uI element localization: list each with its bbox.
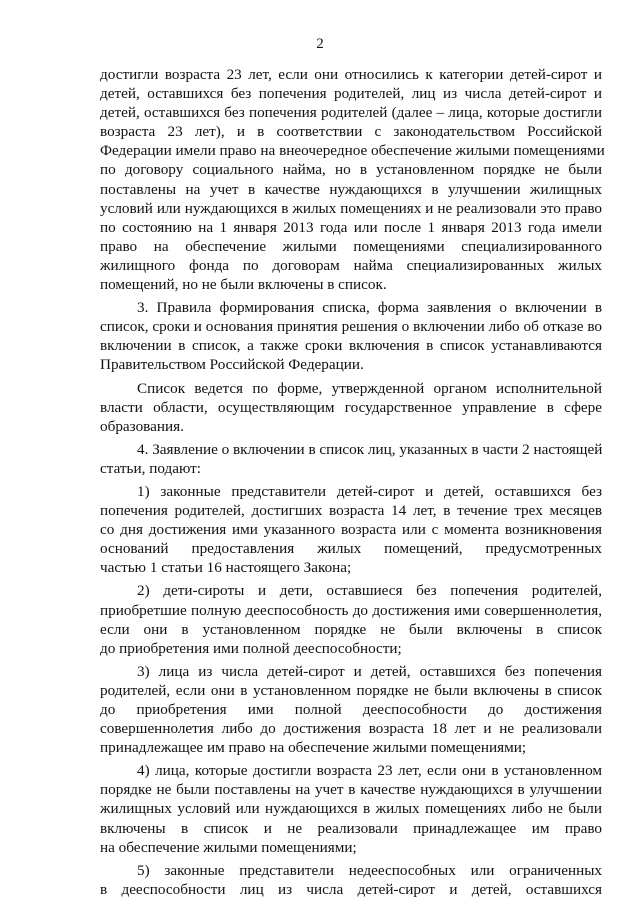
text-line: поставлены на учет в качестве нуждающихся в улучшении жилищных <box>100 180 602 198</box>
text-line: попечения родителей, достигших возраста 14 лет, в течение трех месяцев <box>100 502 602 520</box>
document-body <box>100 65 605 899</box>
paragraph <box>100 761 602 856</box>
text-line: 3) лица из числа детей-сирот и детей, оставшихся без попечения <box>137 662 602 680</box>
text-line: включены в список и не реализовали принадлежащее им право <box>100 819 602 837</box>
paragraph <box>100 861 602 899</box>
text-line: порядке не были поставлены на учет в качестве нуждающихся в улучшении <box>100 781 602 799</box>
text-line: оснований предоставления жилых помещений, предусмотренных <box>100 540 602 558</box>
paragraph <box>100 65 605 294</box>
text-line: статьи, подают: <box>100 459 201 477</box>
paragraph <box>100 662 602 757</box>
text-line: 4. Заявление о включении в список лиц, указанных в части 2 настоящей <box>137 440 603 458</box>
text-line: помещений, но не были включены в список. <box>100 276 387 294</box>
text-line: до приобретения ими полной дееспособности; <box>100 639 402 657</box>
text-line: власти области, осуществляющим государственное управление в сфере <box>100 398 602 416</box>
text-line: по состоянию на 1 января 2013 года или после 1 января 2013 года имели <box>100 218 602 236</box>
text-line: со дня достижения ими указанного возраста или с момента возникновения <box>100 521 602 539</box>
text-line: детей, оставшихся без попечения родителей (далее – лица, которые достигли <box>100 104 602 122</box>
text-line: 4) лица, которые достигли возраста 23 лет, если они в установленном <box>137 762 602 780</box>
text-line: Федерации имели право на внеочередное обеспечение жилыми помещениями <box>100 142 605 160</box>
text-line: право на обеспечение жилыми помещениями специализированного <box>100 237 602 255</box>
text-line: жилищного фонда по договорам найма специализированных жилых <box>100 256 602 274</box>
text-line: принадлежащее им право на обеспечение жилыми помещениями; <box>100 739 527 757</box>
text-line: приобретшие полную дееспособность до достижения ими совершеннолетия, <box>100 601 602 619</box>
text-line: детей, оставшихся без попечения родителей, лиц из числа детей-сирот и <box>100 85 602 103</box>
text-line: если они в установленном порядке не были включены в список <box>100 620 602 638</box>
paragraph <box>100 581 602 657</box>
text-line: Список ведется по форме, утвержденной органом исполнительной <box>137 379 602 397</box>
paragraph <box>100 379 602 436</box>
text-line: на обеспечение жилыми помещениями; <box>100 838 357 856</box>
text-line: включении в список, а также сроки включения в список устанавливаются <box>100 337 602 355</box>
text-line: достигли возраста 23 лет, если они относились к категории детей-сирот и <box>100 66 602 83</box>
text-line: родителей, если они в установленном порядке не были включены в список <box>100 681 602 699</box>
text-line: жилищных условий или нуждающихся в жилых помещениях либо не были <box>100 800 602 818</box>
text-line: возраста 23 лет), и в соответствии с законодательством Российской <box>100 123 602 141</box>
text-line: образования. <box>100 417 184 435</box>
paragraph <box>100 440 602 478</box>
paragraph <box>100 482 602 577</box>
text-line: по договору социального найма, но в установленном порядке не были <box>100 161 602 179</box>
text-line: 1) законные представители детей-сирот и детей, оставшихся без <box>137 482 602 500</box>
page-number: 2 <box>316 36 324 52</box>
text-line: условий или нуждающихся в жилых помещениях и не реализовали это право <box>100 199 602 217</box>
text-line: Правительством Российской Федерации. <box>100 356 364 374</box>
text-line: список, сроки и основания принятия решения о включении либо об отказе во <box>100 318 602 336</box>
text-line: в дееспособности лиц из числа детей-сирот и детей, оставшихся <box>100 880 602 898</box>
text-line: 2) дети-сироты и дети, оставшиеся без попечения родителей, <box>137 582 602 600</box>
text-line: совершеннолетия либо до достижения возраста 18 лет и не реализовали <box>100 720 602 738</box>
paragraph <box>100 298 602 374</box>
text-line: 5) законные представители недееспособных или ограниченных <box>137 861 602 879</box>
text-line: частью 1 статьи 16 настоящего Закона; <box>100 559 352 577</box>
text-line: 3. Правила формирования списка, форма заявления о включении в <box>137 299 602 317</box>
text-line: до приобретения ими полной дееспособности до достижения <box>100 701 602 718</box>
